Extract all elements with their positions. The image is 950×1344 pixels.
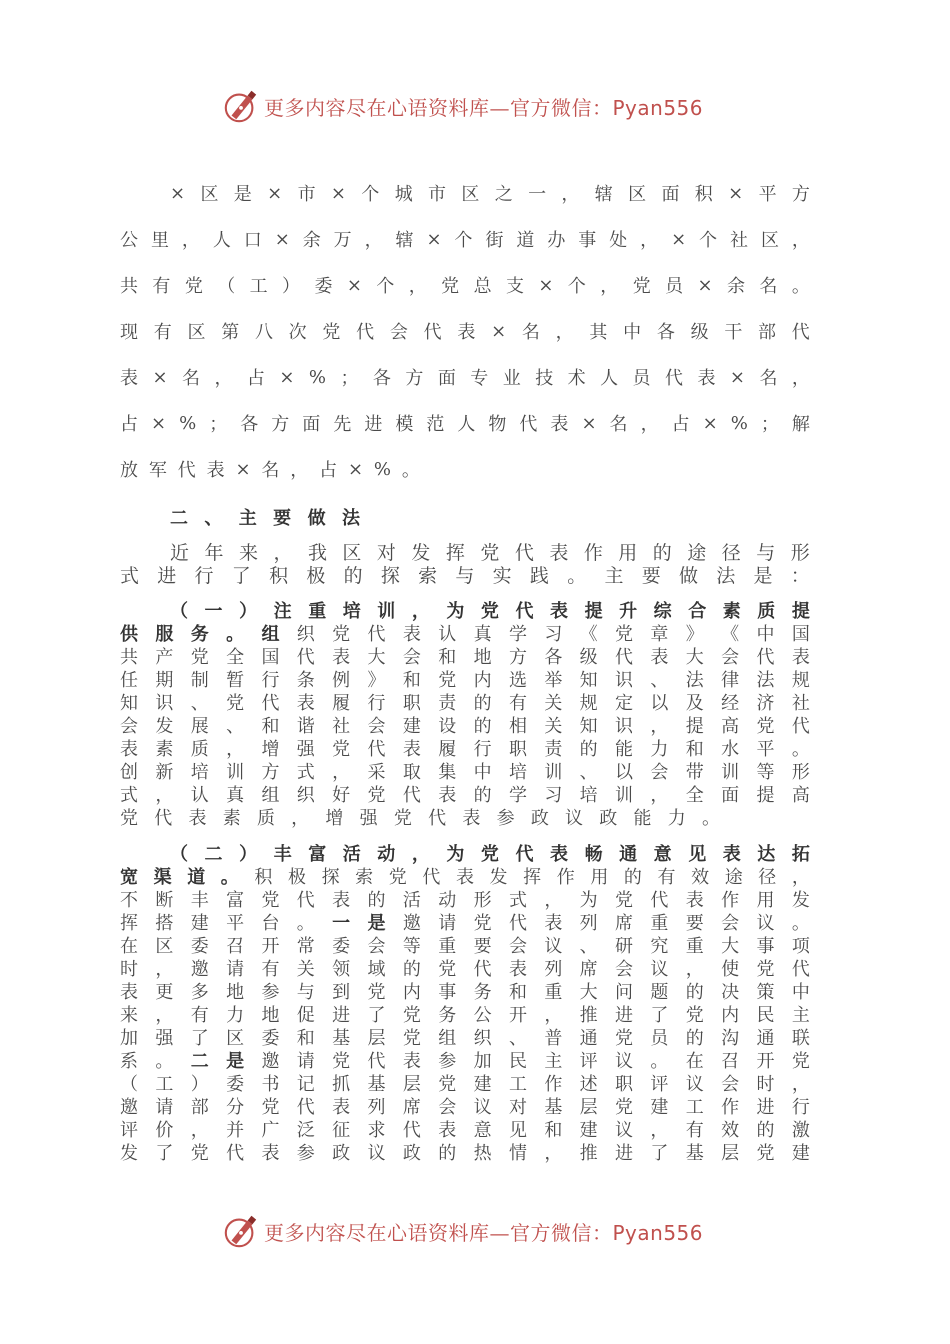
text-line: 发 了 党 代 表 参 政 议 政 的 热 情 ， 推 进 了 基 层 党 建: [120, 1142, 810, 1164]
text-line: 党 代 表 素 质 ， 增 强 党 代 表 参 政 议 政 能 力 。: [120, 807, 720, 829]
text-line: 不 断 丰 富 党 代 表 的 活 动 形 式 ， 为 党 代 表 作 用 发: [120, 889, 810, 911]
activities-paragraph: [120, 841, 810, 1163]
footer-watermark: [222, 1211, 742, 1251]
text-line: 近 年 来 ， 我 区 对 发 挥 党 代 表 作 用 的 途 径 与 形: [170, 542, 810, 564]
text-line: 评 价 ， 并 广 泛 征 求 代 表 意 见 和 建 议 ， 有 效 的 激: [120, 1119, 810, 1141]
text-line: 共 产 党 全 国 代 表 大 会 和 地 方 各 级 代 表 大 会 代 表: [120, 646, 810, 668]
text-line: 任 期 制 暂 行 条 例 》 和 党 内 选 举 知 识 、 法 律 法 规: [120, 669, 810, 691]
text-line: 邀 请 部 分 党 代 表 列 席 会 议 对 基 层 党 建 工 作 进 行: [120, 1096, 810, 1118]
text-line: 共 有 党 （ 工 ） 委 × 个 ， 党 总 支 × 个 ， 党 员 × 余 名 。: [120, 274, 810, 297]
watermark-text: 更多内容尽在心语资料库—官方微信：Pyan556: [264, 1220, 704, 1245]
text-line: 会 发 展 、 和 谐 社 会 建 设 的 相 关 知 识 ， 提 高 党 代: [120, 715, 810, 737]
text-line: 公 里 ， 人 口 × 余 万 ， 辖 × 个 街 道 办 事 处 ， × 个 社 区 ，: [120, 228, 810, 251]
text-line: 时 ， 邀 请 有 关 领 域 的 党 代 表 列 席 会 议 ， 使 党 代: [120, 958, 810, 980]
text-line: （ 二 ） 丰 富 活 动 ， 为 党 代 表 畅 通 意 见 表 达 拓: [170, 843, 810, 865]
text-line: 宽 渠 道 。 积 极 探 索 党 代 表 发 挥 作 用 的 有 效 途 径 ，: [120, 866, 810, 888]
text-line: 供 服 务 。 组 织 党 代 表 认 真 学 习 《 党 章 》 《 中 国: [120, 623, 810, 645]
text-line: 知 识 、 党 代 表 履 行 职 责 的 有 关 规 定 以 及 经 济 社: [120, 692, 810, 714]
watermark-text: 更多内容尽在心语资料库—官方微信：Pyan556: [264, 95, 704, 120]
text-line: 占 × % ； 各 方 面 先 进 模 范 人 物 代 表 × 名 ， 占 × % ； 解: [120, 412, 810, 435]
training-paragraph: [120, 598, 810, 828]
text-line: 式 ， 认 真 组 织 好 党 代 表 的 学 习 培 训 ， 全 面 提 高: [120, 784, 810, 806]
text-line: （ 一 ） 注 重 培 训 ， 为 党 代 表 提 升 综 合 素 质 提: [170, 600, 810, 622]
text-line: 来 ， 有 力 地 促 进 了 党 务 公 开 ， 推 进 了 党 内 民 主: [120, 1004, 810, 1026]
text-line: 表 更 多 地 参 与 到 党 内 事 务 和 重 大 问 题 的 决 策 中: [120, 981, 810, 1003]
intro-paragraph: [120, 170, 810, 492]
pen-nib-logo-icon: [222, 87, 260, 125]
text-line: 加 强 了 区 委 和 基 层 党 组 织 、 普 通 党 员 的 沟 通 联: [120, 1027, 810, 1049]
text-line: 式 进 行 了 积 极 的 探 索 与 实 践 。 主 要 做 法 是 ：: [120, 565, 810, 587]
section-heading: 二 、 主 要 做 法: [170, 508, 360, 529]
text-line: 系 。 二 是 邀 请 党 代 表 参 加 民 主 评 议 。 在 召 开 党: [120, 1050, 810, 1072]
text-line: 在 区 委 召 开 常 委 会 等 重 要 会 议 、 研 究 重 大 事 项: [120, 935, 810, 957]
text-line: 表 × 名 ， 占 × % ； 各 方 面 专 业 技 术 人 员 代 表 × 名 ，: [120, 366, 810, 389]
text-line: × 区 是 × 市 × 个 城 市 区 之 一 ， 辖 区 面 积 × 平 方: [170, 182, 810, 205]
text-line: 挥 搭 建 平 台 。 一 是 邀 请 党 代 表 列 席 重 要 会 议 。: [120, 912, 810, 934]
text-line: （ 工 ） 委 书 记 抓 基 层 党 建 工 作 述 职 评 议 会 时 ，: [120, 1073, 810, 1095]
pen-nib-logo-icon: [222, 1212, 260, 1250]
methods-intro-paragraph: [120, 540, 810, 586]
text-line: 现 有 区 第 八 次 党 代 会 代 表 × 名 ， 其 中 各 级 干 部 代: [120, 320, 810, 343]
text-line: 放 军 代 表 × 名 ， 占 × % 。: [120, 458, 420, 481]
header-watermark: [222, 86, 742, 126]
text-line: 表 素 质 ， 增 强 党 代 表 履 行 职 责 的 能 力 和 水 平 。: [120, 738, 810, 760]
text-line: 创 新 培 训 方 式 ， 采 取 集 中 培 训 、 以 会 带 训 等 形: [120, 761, 810, 783]
